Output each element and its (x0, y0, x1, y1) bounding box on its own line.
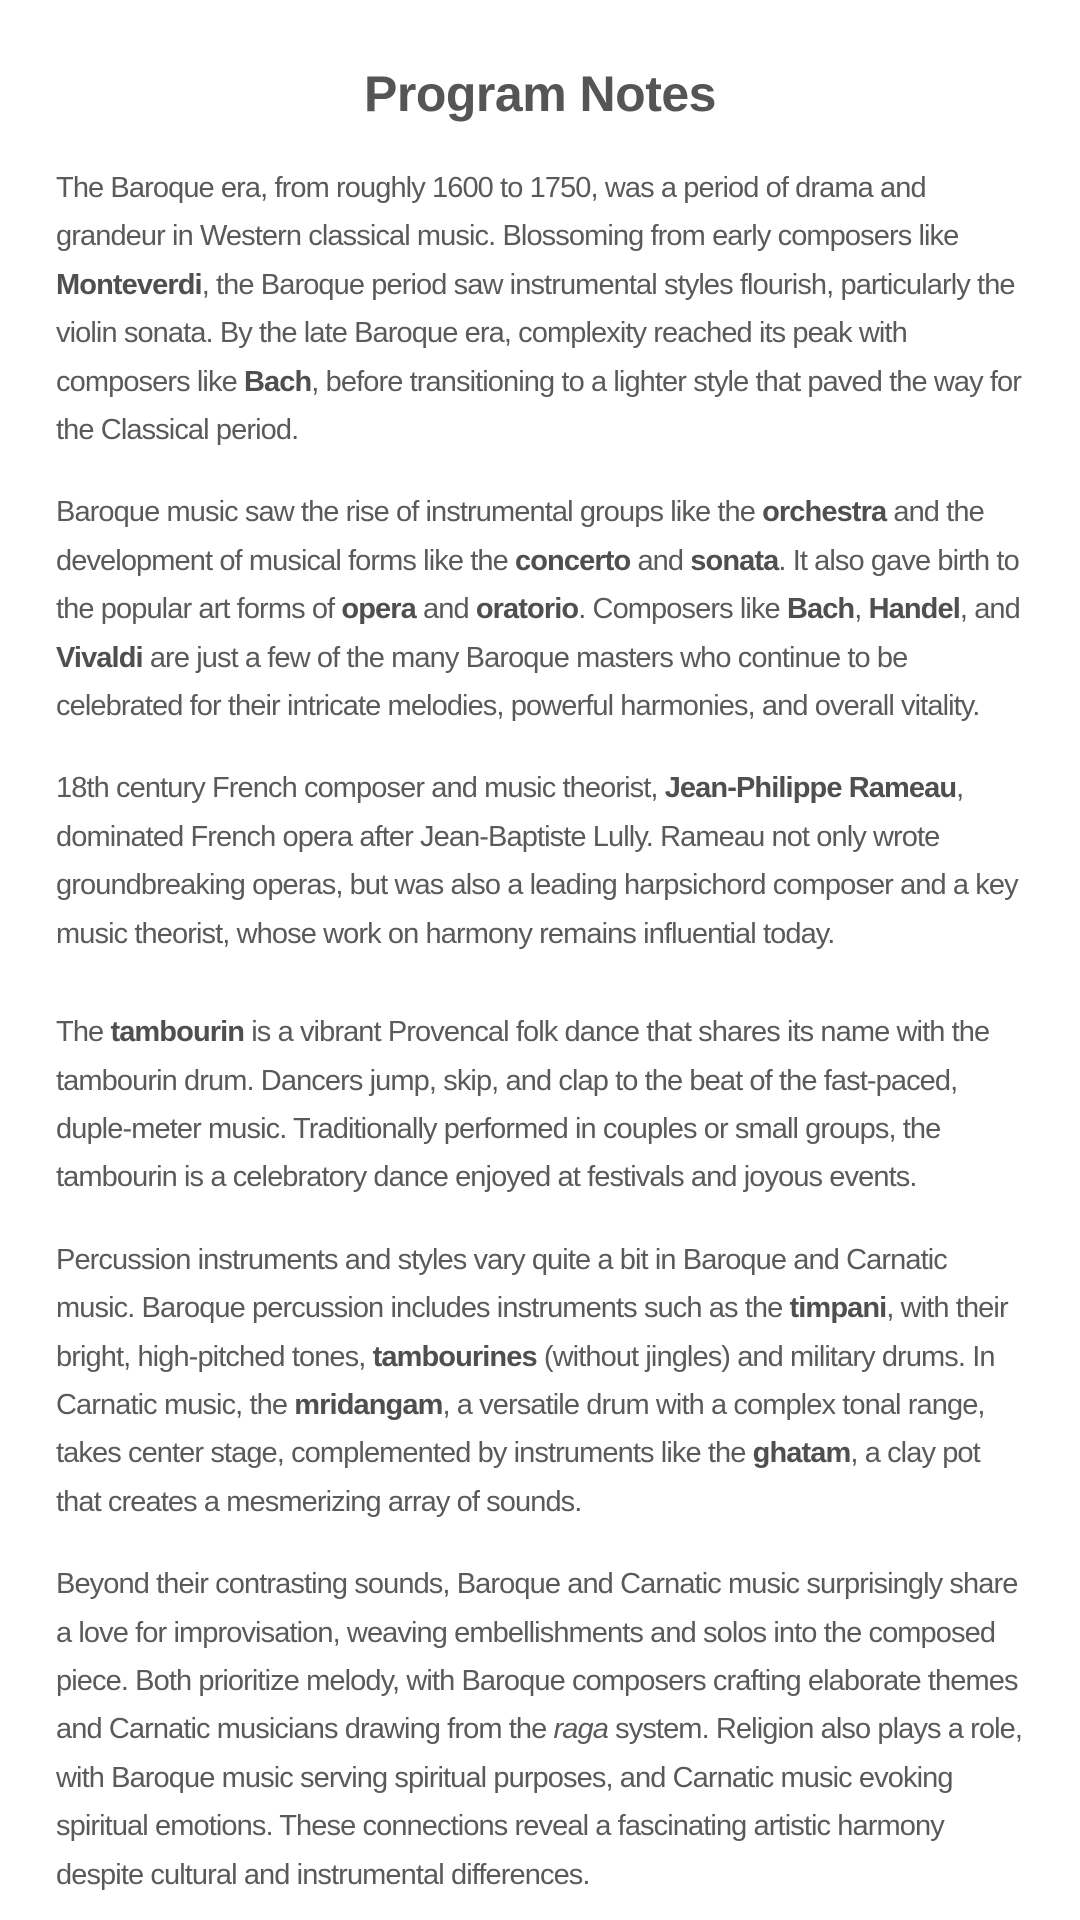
paragraph-text: (without jingles) and military drums. In Carnatic music, the (56, 1340, 995, 1421)
emphasized-term: Monteverdi (56, 268, 202, 301)
emphasized-term: opera (341, 593, 416, 626)
paragraph-text: Percussion instruments and styles vary quite a bit in Baroque and Carnatic music. Baroque percussion includes instruments such as the (56, 1243, 947, 1325)
emphasized-term: Bach (786, 593, 855, 626)
paragraph-instrumental-groups (56, 488, 1024, 730)
paragraph-text: 18th century French composer and music theorist, (56, 772, 665, 805)
paragraph-text: , a versatile drum with a complex tonal range, takes center stage, complemented by instruments like the (56, 1388, 985, 1470)
italic-term: raga (553, 1713, 608, 1746)
emphasized-term: sonata (690, 544, 779, 577)
paragraph-text: , with their bright, high-pitched tones, (56, 1292, 1008, 1373)
page-title: Program Notes (364, 66, 716, 122)
emphasized-term: orchestra (762, 496, 887, 529)
paragraph-text: The Baroque era, from roughly 1600 to 1750, was a period of drama and grandeur in Western classical music. Blossoming from early composers like (56, 172, 959, 253)
emphasized-term: Jean-Philippe Rameau (664, 772, 957, 805)
paragraph-text: , (854, 593, 869, 626)
emphasized-term: Bach (243, 365, 312, 398)
paragraph-text: and the development of musical forms like the (56, 496, 984, 577)
emphasized-term: mridangam (294, 1388, 443, 1421)
paragraph-text: . It also gave birth to the popular art forms of (56, 544, 1019, 626)
emphasized-term: tambourin (110, 1016, 245, 1049)
emphasized-term: ghatam (752, 1437, 851, 1470)
emphasized-term: tambourines (372, 1340, 537, 1373)
paragraph-text: , before transitioning to a lighter style that paved the way for the Classical period. (56, 365, 1022, 447)
paragraph-text: , dominated French opera after Jean-Baptiste Lully. Rameau not only wrote groundbreaking operas, but was also a leading harpsichord composer and a key music theorist, whose work on harmony remains influential today. (56, 772, 1018, 950)
emphasized-term: concerto (515, 544, 631, 577)
paragraph-rameau (56, 764, 1024, 958)
notes-body (56, 164, 1024, 1899)
paragraph-text: The (56, 1016, 111, 1049)
paragraph-text: are just a few of the many Baroque masters who continue to be celebrated for their intricate melodies, powerful harmonies, and overall vitality. (56, 641, 980, 723)
paragraph-text: and (630, 544, 691, 577)
paragraph-baroque-carnatic (56, 1560, 1024, 1899)
paragraph-text: system. Religion also plays a role, with Baroque music serving spiritual purposes, and Carnatic music evoking spiritual emotions. These connections reveal a fascinating artistic harmony despite cultural and instrumental differences. (56, 1713, 1023, 1891)
paragraph-text: Beyond their contrasting sounds, Baroque and Carnatic music surprisingly share a love for improvisation, weaving embellishments and solos into the composed piece. Both prioritize melody, with Baroque composers crafting elaborate themes and Carnatic musicians drawing from the (56, 1568, 1018, 1746)
paragraph-tambourin (56, 1008, 1024, 1202)
emphasized-term: oratorio (475, 593, 579, 626)
paragraph-text: and (415, 593, 476, 626)
paragraph-percussion (56, 1236, 1024, 1526)
paragraph-text: Baroque music saw the rise of instrumental groups like the (56, 496, 763, 529)
emphasized-term: timpani (789, 1292, 887, 1325)
paragraph-baroque-era (56, 164, 1024, 454)
paragraph-text: , a clay pot that creates a mesmerizing array of sounds. (56, 1437, 980, 1518)
emphasized-term: Handel (868, 593, 960, 626)
paragraph-text: is a vibrant Provencal folk dance that shares its name with the tambourin drum. Dancers jump, skip, and clap to the beat of the fast-paced, duple-meter music. Traditionally performed in couples or small groups, the tambourin is a celebratory dance enjoyed at festivals and joyous events. (56, 1016, 990, 1194)
emphasized-term: Vivaldi (56, 641, 143, 674)
paragraph-text: . Composers like (578, 593, 787, 626)
paragraph-text: , the Baroque period saw instrumental styles flourish, particularly the violin sonata. By the late Baroque era, complexity reached its peak with composers like (56, 268, 1015, 398)
paragraph-text: , and (959, 593, 1020, 626)
